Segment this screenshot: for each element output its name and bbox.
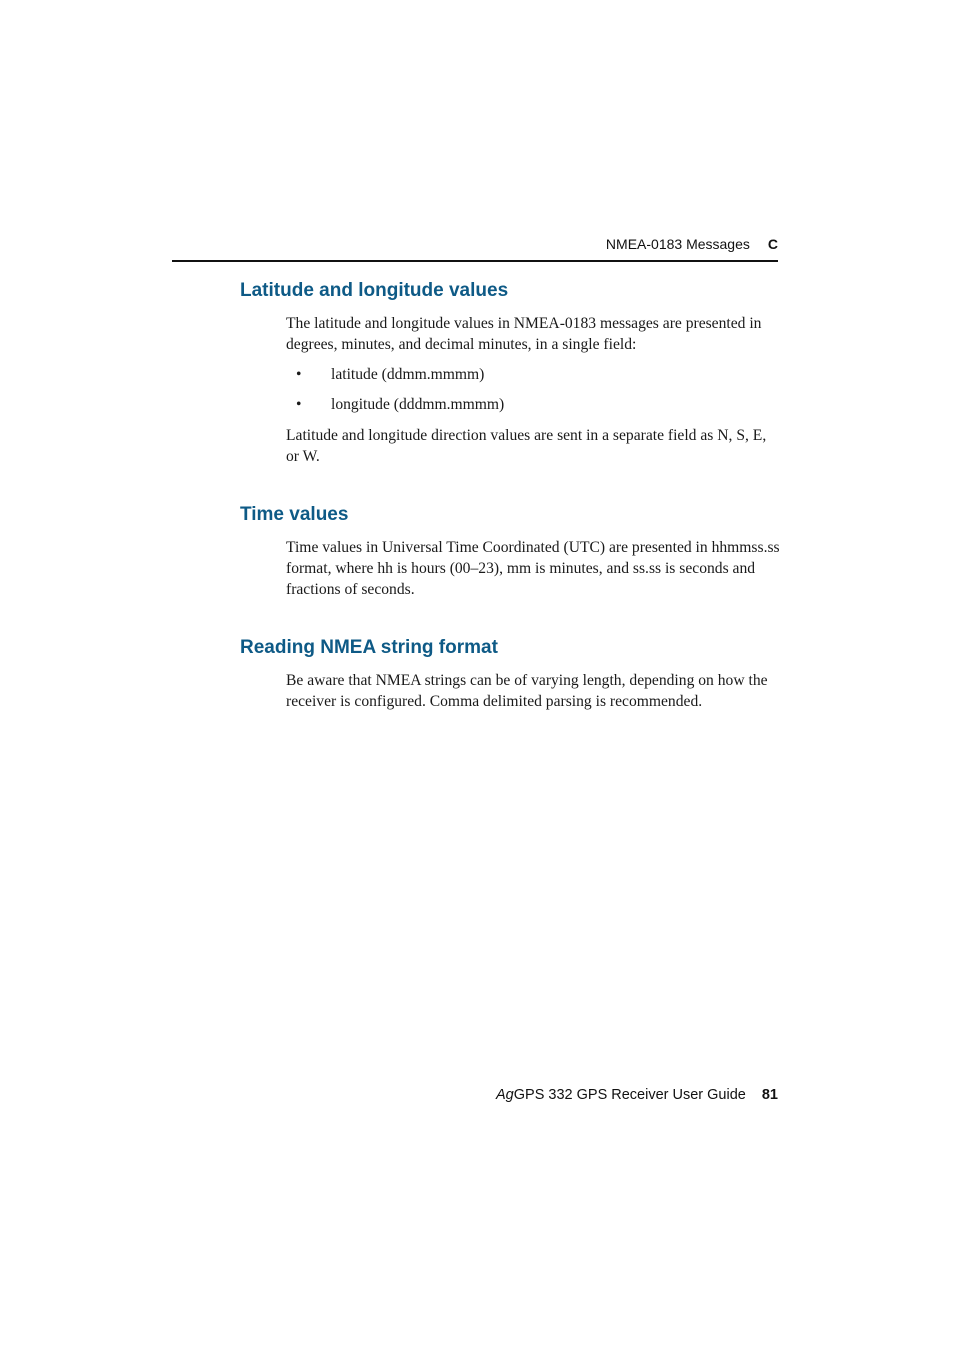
section-heading-time-values: Time values bbox=[240, 504, 349, 525]
guide-title: GPS 332 GPS Receiver User Guide bbox=[513, 1087, 746, 1103]
nmea-string-format-paragraph: Be aware that NMEA strings can be of varying length, depending on how the receiver is configured. Comma delimited parsing is recommended. bbox=[286, 672, 768, 710]
page-number: 81 bbox=[761, 1087, 778, 1103]
coordinate-format-list bbox=[296, 364, 504, 424]
list-item bbox=[296, 394, 504, 424]
running-footer bbox=[480, 1087, 778, 1103]
chapter-title: NMEA-0183 Messages bbox=[605, 236, 750, 252]
brand-prefix: Ag bbox=[496, 1087, 514, 1103]
list-item-text: longitude (dddmm.mmmm) bbox=[331, 396, 505, 413]
bullet-icon: • bbox=[296, 396, 302, 413]
bullet-icon: • bbox=[296, 366, 302, 383]
chapter-letter: C bbox=[767, 236, 778, 252]
time-values-paragraph: Time values in Universal Time Coordinated (UTC) are presented in hhmmss.ss format, where hh is hours (00–23), mm is minutes, and ss.ss is seconds and fractions of seconds. bbox=[286, 539, 780, 598]
section-heading-nmea-string-format: Reading NMEA string format bbox=[240, 637, 498, 658]
list-item-text: latitude (ddmm.mmmm) bbox=[331, 366, 485, 383]
latitude-intro-paragraph: The latitude and longitude values in NMEA-0183 messages are presented in degrees, minutes, and decimal minutes, in a single field: bbox=[286, 315, 762, 353]
section-heading-latitude-longitude: Latitude and longitude values bbox=[240, 280, 509, 301]
direction-values-paragraph: Latitude and longitude direction values are sent in a separate field as N, S, E, or W. bbox=[286, 427, 767, 465]
running-header bbox=[172, 236, 778, 262]
list-item bbox=[296, 364, 504, 394]
